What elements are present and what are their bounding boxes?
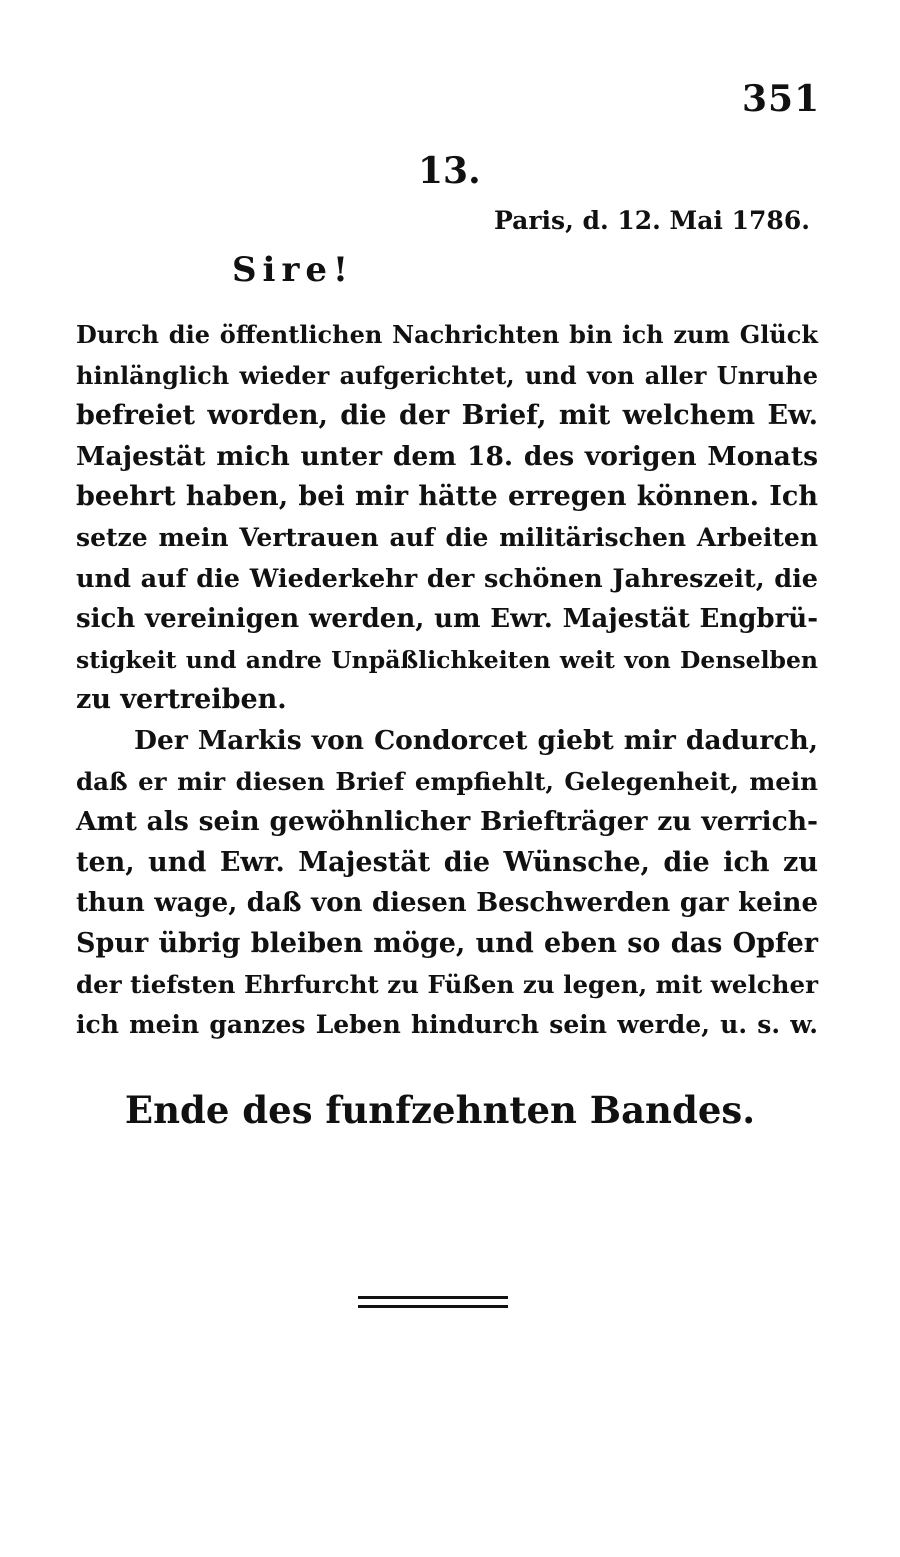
letter-body	[76, 315, 818, 1046]
page-number: 351	[742, 78, 821, 120]
text-line: Spur übrig bleiben möge, und eben so das Opfer	[76, 927, 818, 959]
dateline: Paris, d. 12. Mai 1786.	[494, 206, 810, 235]
text-line: daß er mir diesen Brief empfiehlt, Gelegenheit, mein	[76, 766, 818, 796]
closing-line	[0, 1088, 900, 1132]
text-line: Majestät mich unter dem 18. des vorigen Monats	[76, 440, 818, 472]
text-line: Durch die öffentlichen Nachrichten bin ich zum Glück	[76, 320, 818, 349]
salutation: Sire!	[232, 250, 354, 290]
text-line: hinlänglich wieder aufgerichtet, und von aller Unruhe	[76, 360, 818, 390]
text-line: setze mein Vertrauen auf die militärischen Arbeiten	[76, 522, 818, 552]
text-line: zu vertreiben.	[76, 684, 287, 716]
letter-number: 13.	[418, 150, 481, 192]
text-line: Amt als sein gewöhnlicher Briefträger zu verrich-	[76, 806, 818, 838]
text-line: stigkeit und andre Unpäßlichkeiten weit von Denselben	[76, 645, 818, 674]
text-line: ten, und Ewr. Majestät die Wünsche, die ich zu	[76, 846, 818, 878]
text-line: und auf die Wiederkehr der schönen Jahreszeit, die	[76, 563, 818, 594]
text-line: befreiet worden, die der Brief, mit welchem Ew.	[76, 400, 818, 432]
paragraph-1	[76, 315, 818, 721]
double-rule-divider	[358, 1296, 508, 1308]
text-line: beehrt haben, bei mir hätte erregen können. Ich	[76, 481, 818, 513]
closing-text: Ende des funfzehnten Bandes.	[124, 1088, 756, 1132]
paragraph-2	[76, 721, 818, 1046]
text-line: der tiefsten Ehrfurcht zu Füßen zu legen, mit welcher	[76, 969, 818, 999]
text-line: Der Markis von Condorcet giebt mir dadurch,	[134, 724, 818, 756]
text-line: ich mein ganzes Leben hindurch sein werde, u. s. w.	[76, 1010, 818, 1040]
text-line: sich vereinigen werden, um Ewr. Majestät Engbrü-	[76, 604, 818, 635]
text-line: thun wage, daß von diesen Beschwerden gar keine	[76, 888, 818, 919]
